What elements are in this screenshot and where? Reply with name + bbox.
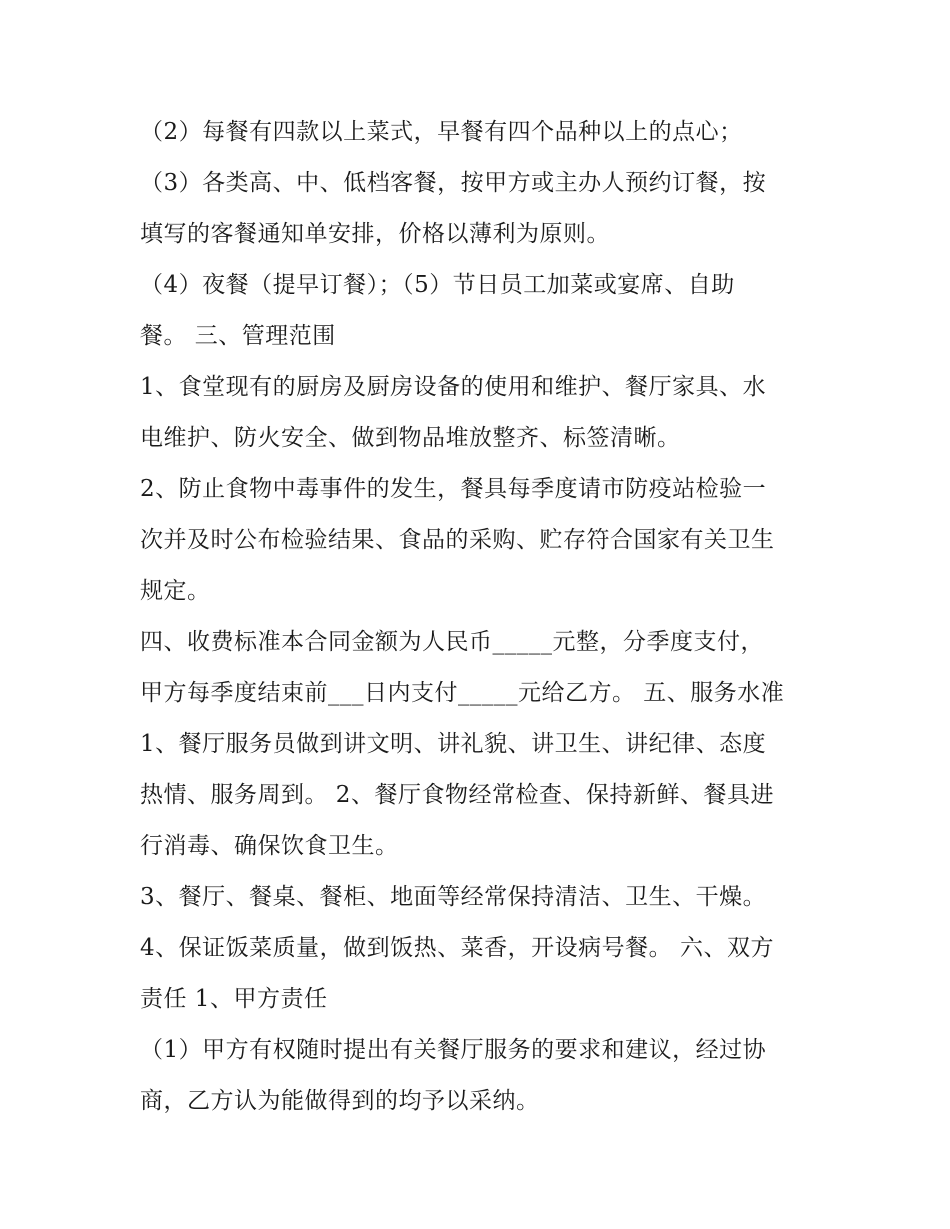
text-line: 商，乙方认为能做得到的均予以采纳。 (140, 1088, 540, 1114)
text-line: 3、餐厅、餐桌、餐柜、地面等经常保持清洁、卫生、干燥。 (140, 884, 767, 910)
text-line: 规定。 (140, 578, 211, 604)
text-line: 热情、服务周到。 2、餐厅食物经常检查、保持新鲜、餐具进 (140, 782, 774, 808)
text-line: （2）每餐有四款以上菜式，早餐有四个品种以上的点心； (140, 119, 743, 145)
text-line: 电维护、防火安全、做到物品堆放整齐、标签清晰。 (140, 425, 681, 451)
text-line: 餐。 三、管理范围 (140, 323, 336, 349)
text-line: 1、餐厅服务员做到讲文明、讲礼貌、讲卫生、讲纪律、态度 (140, 731, 767, 757)
text-line: 2、防止食物中毒事件的发生，餐具每季度请市防疫站检验一 (140, 476, 767, 502)
text-line: 责任 1、甲方责任 (140, 986, 328, 1012)
text-line: 甲方每季度结束前___日内支付_____元给乙方。 五、服务水准 (140, 680, 785, 706)
text-line: （4）夜餐（提早订餐）；（5）节日员工加菜或宴席、自助 (140, 272, 735, 298)
text-line: （3）各类高、中、低档客餐，按甲方或主办人预约订餐，按 (140, 170, 767, 196)
document-body (140, 107, 830, 1127)
text-line: 4、保证饭菜质量，做到饭热、菜香，开设病号餐。 六、双方 (140, 935, 774, 961)
text-line: 四、收费标准本合同金额为人民币_____元整，分季度支付， (140, 629, 764, 655)
text-line: 次并及时公布检验结果、食品的采购、贮存符合国家有关卫生 (140, 527, 775, 553)
text-line: 填写的客餐通知单安排，价格以薄利为原则。 (140, 221, 610, 247)
text-line: 行消毒、确保饮食卫生。 (140, 833, 399, 859)
text-line: 1、食堂现有的厨房及厨房设备的使用和维护、餐厅家具、水 (140, 374, 767, 400)
text-line: （1）甲方有权随时提出有关餐厅服务的要求和建议，经过协 (140, 1037, 767, 1063)
